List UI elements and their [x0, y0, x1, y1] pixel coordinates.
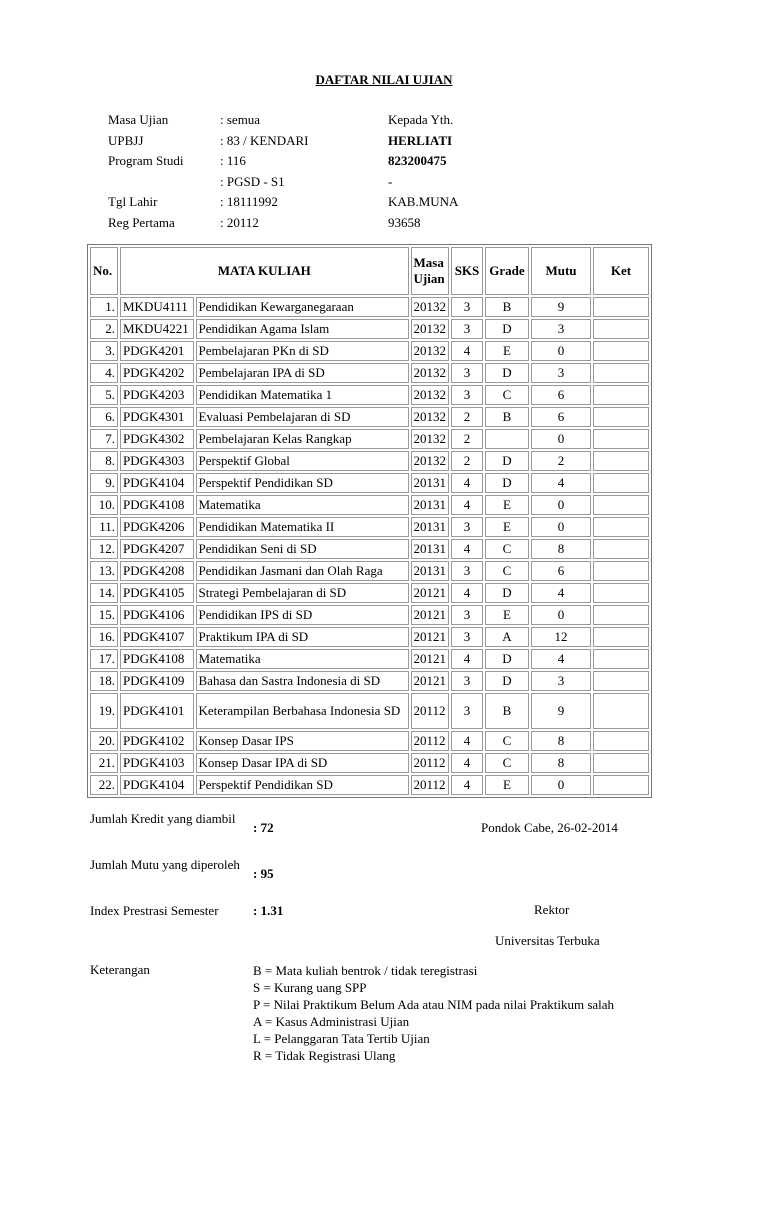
cell-no: 22. — [90, 775, 118, 795]
cell-mutu: 3 — [531, 363, 591, 383]
note-item: P = Nilai Praktikum Belum Ada atau NIM pada nilai Praktikum salah — [253, 997, 615, 1012]
cell-name: Pembelajaran PKn di SD — [196, 341, 409, 361]
cell-grade: C — [485, 753, 529, 773]
cell-mutu: 8 — [531, 539, 591, 559]
cell-code: PDGK4207 — [120, 539, 194, 559]
table-row — [90, 649, 649, 669]
cell-masa-ujian: 20121 — [411, 671, 450, 691]
cell-code: MKDU4111 — [120, 297, 194, 317]
cell-name: Pendidikan Agama Islam — [196, 319, 409, 339]
cell-mutu: 9 — [531, 693, 591, 729]
table-row — [90, 473, 649, 493]
cell-masa-ujian: 20131 — [411, 473, 450, 493]
cell-sks: 4 — [451, 495, 483, 515]
header-grade: Grade — [485, 247, 529, 295]
cell-sks: 4 — [451, 731, 483, 751]
note-item: R = Tidak Registrasi Ulang — [253, 1048, 396, 1063]
info-value: : 116 — [220, 153, 246, 168]
info-right: 93658 — [388, 214, 421, 230]
table-row — [90, 753, 649, 773]
cell-no: 8. — [90, 451, 118, 471]
notes-list — [253, 962, 633, 1064]
table-row — [90, 341, 649, 361]
cell-sks: 4 — [451, 649, 483, 669]
cell-masa-ujian: 20131 — [411, 539, 450, 559]
cell-sks: 3 — [451, 693, 483, 729]
cell-code: PDGK4104 — [120, 473, 194, 493]
cell-sks: 3 — [451, 627, 483, 647]
cell-name: Matematika — [196, 495, 409, 515]
cell-mutu: 8 — [531, 753, 591, 773]
mutu-label: Jumlah Mutu yang diperoleh — [90, 857, 240, 872]
cell-no: 16. — [90, 627, 118, 647]
cell-grade: B — [485, 407, 529, 427]
cell-mutu: 4 — [531, 583, 591, 603]
cell-masa-ujian: 20121 — [411, 583, 450, 603]
cell-masa-ujian: 20132 — [411, 407, 450, 427]
cell-ket — [593, 473, 649, 493]
cell-no: 10. — [90, 495, 118, 515]
info-label: Masa Ujian — [108, 112, 169, 127]
cell-mutu: 4 — [531, 473, 591, 493]
info-label: UPBJJ — [108, 132, 144, 148]
cell-code: PDGK4203 — [120, 385, 194, 405]
cell-ket — [593, 671, 649, 691]
cell-name: Konsep Dasar IPS — [196, 731, 409, 751]
place-date: Pondok Cabe, 26-02-2014 — [481, 820, 618, 835]
cell-code: PDGK4301 — [120, 407, 194, 427]
cell-code: PDGK4107 — [120, 627, 194, 647]
cell-masa-ujian: 20131 — [411, 495, 450, 515]
table-header-row — [90, 247, 649, 295]
cell-grade: E — [485, 775, 529, 795]
cell-name: Konsep Dasar IPA di SD — [196, 753, 409, 773]
cell-code: PDGK4108 — [120, 495, 194, 515]
header-ket: Ket — [593, 247, 649, 295]
cell-sks: 3 — [451, 561, 483, 581]
cell-ket — [593, 627, 649, 647]
ips-label: Index Prestrasi Semester — [90, 903, 219, 918]
info-value: : 20112 — [220, 214, 259, 230]
cell-no: 2. — [90, 319, 118, 339]
header-no: No. — [90, 247, 118, 295]
info-value: : 18111992 — [220, 194, 278, 209]
cell-code: MKDU4221 — [120, 319, 194, 339]
info-value: : PGSD - S1 — [220, 173, 285, 189]
cell-mutu: 0 — [531, 517, 591, 537]
cell-masa-ujian: 20112 — [411, 753, 450, 773]
table-row — [90, 539, 649, 559]
header-masa-ujian: Masa Ujian — [411, 247, 450, 295]
cell-name: Pendidikan Matematika II — [196, 517, 409, 537]
cell-code: PDGK4105 — [120, 583, 194, 603]
cell-mutu: 0 — [531, 429, 591, 449]
info-label: Program Studi — [108, 153, 184, 168]
cell-mutu: 8 — [531, 731, 591, 751]
cell-ket — [593, 753, 649, 773]
table-row — [90, 731, 649, 751]
notes-label: Keterangan — [90, 962, 150, 977]
cell-ket — [593, 561, 649, 581]
cell-name: Perspektif Global — [196, 451, 409, 471]
cell-masa-ujian: 20112 — [411, 775, 450, 795]
table-row — [90, 407, 649, 427]
ips-value: : 1.31 — [253, 903, 284, 918]
cell-grade: C — [485, 539, 529, 559]
cell-masa-ujian: 20121 — [411, 605, 450, 625]
cell-mutu: 0 — [531, 605, 591, 625]
kredit-label: Jumlah Kredit yang diambil — [90, 811, 236, 826]
cell-ket — [593, 495, 649, 515]
cell-grade: C — [485, 385, 529, 405]
cell-code: PDGK4104 — [120, 775, 194, 795]
table-row — [90, 517, 649, 537]
note-item: B = Mata kuliah bentrok / tidak teregistrasi — [253, 963, 478, 978]
note-item: A = Kasus Administrasi Ujian — [253, 1014, 410, 1029]
table-row — [90, 605, 649, 625]
cell-no: 7. — [90, 429, 118, 449]
cell-grade: E — [485, 341, 529, 361]
cell-name: Perspektif Pendidikan SD — [196, 775, 409, 795]
cell-grade: D — [485, 473, 529, 493]
cell-name: Matematika — [196, 649, 409, 669]
cell-code: PDGK4106 — [120, 605, 194, 625]
cell-no: 5. — [90, 385, 118, 405]
cell-mutu: 6 — [531, 385, 591, 405]
table-row — [90, 451, 649, 471]
cell-sks: 3 — [451, 605, 483, 625]
cell-no: 3. — [90, 341, 118, 361]
table-row — [90, 319, 649, 339]
cell-masa-ujian: 20132 — [411, 319, 450, 339]
header-mutu: Mutu — [531, 247, 591, 295]
note-item: S = Kurang uang SPP — [253, 980, 367, 995]
cell-code: PDGK4302 — [120, 429, 194, 449]
cell-sks: 3 — [451, 671, 483, 691]
cell-grade: B — [485, 297, 529, 317]
cell-no: 20. — [90, 731, 118, 751]
cell-ket — [593, 539, 649, 559]
cell-grade: D — [485, 649, 529, 669]
cell-name: Pendidikan Seni di SD — [196, 539, 409, 559]
info-value: : semua — [220, 112, 261, 127]
table-row — [90, 429, 649, 449]
cell-sks: 3 — [451, 385, 483, 405]
cell-no: 4. — [90, 363, 118, 383]
info-right: KAB.MUNA — [388, 194, 459, 209]
cell-no: 11. — [90, 517, 118, 537]
cell-grade — [485, 429, 529, 449]
cell-grade: D — [485, 583, 529, 603]
cell-sks: 4 — [451, 539, 483, 559]
cell-name: Pembelajaran Kelas Rangkap — [196, 429, 409, 449]
cell-grade: D — [485, 671, 529, 691]
mutu-value: : 95 — [253, 866, 274, 881]
cell-sks: 3 — [451, 297, 483, 317]
cell-sks: 3 — [451, 363, 483, 383]
table-row — [90, 671, 649, 691]
cell-grade: B — [485, 693, 529, 729]
cell-name: Bahasa dan Sastra Indonesia di SD — [196, 671, 409, 691]
cell-masa-ujian: 20132 — [411, 297, 450, 317]
cell-no: 15. — [90, 605, 118, 625]
cell-name: Praktikum IPA di SD — [196, 627, 409, 647]
cell-no: 18. — [90, 671, 118, 691]
cell-ket — [593, 385, 649, 405]
cell-code: PDGK4201 — [120, 341, 194, 361]
cell-ket — [593, 731, 649, 751]
cell-masa-ujian: 20112 — [411, 731, 450, 751]
cell-mutu: 12 — [531, 627, 591, 647]
cell-sks: 4 — [451, 775, 483, 795]
cell-mutu: 3 — [531, 671, 591, 691]
cell-ket — [593, 319, 649, 339]
info-label: Reg Pertama — [108, 214, 175, 230]
cell-no: 21. — [90, 753, 118, 773]
cell-ket — [593, 407, 649, 427]
cell-masa-ujian: 20132 — [411, 363, 450, 383]
cell-sks: 2 — [451, 429, 483, 449]
cell-grade: E — [485, 605, 529, 625]
cell-name: Strategi Pembelajaran di SD — [196, 583, 409, 603]
cell-code: PDGK4109 — [120, 671, 194, 691]
info-right: Kepada Yth. — [388, 112, 454, 127]
cell-ket — [593, 297, 649, 317]
cell-mutu: 0 — [531, 775, 591, 795]
table-row — [90, 693, 649, 729]
cell-no: 13. — [90, 561, 118, 581]
cell-sks: 2 — [451, 451, 483, 471]
cell-grade: A — [485, 627, 529, 647]
cell-masa-ujian: 20132 — [411, 341, 450, 361]
info-right: 823200475 — [388, 153, 447, 168]
cell-no: 14. — [90, 583, 118, 603]
cell-sks: 3 — [451, 319, 483, 339]
cell-name: Evaluasi Pembelajaran di SD — [196, 407, 409, 427]
header-sks: SKS — [451, 247, 483, 295]
cell-masa-ujian: 20132 — [411, 385, 450, 405]
cell-no: 12. — [90, 539, 118, 559]
cell-mutu: 6 — [531, 407, 591, 427]
grades-table — [87, 244, 652, 798]
info-right: HERLIATI — [388, 132, 453, 148]
cell-grade: C — [485, 561, 529, 581]
cell-mutu: 2 — [531, 451, 591, 471]
table-row — [90, 297, 649, 317]
cell-masa-ujian: 20132 — [411, 429, 450, 449]
cell-grade: C — [485, 731, 529, 751]
cell-code: PDGK4108 — [120, 649, 194, 669]
header-mata-kuliah: MATA KULIAH — [120, 247, 409, 295]
table-row — [90, 775, 649, 795]
table-row — [90, 627, 649, 647]
cell-masa-ujian: 20132 — [411, 451, 450, 471]
cell-code: PDGK4101 — [120, 693, 194, 729]
cell-code: PDGK4202 — [120, 363, 194, 383]
cell-mutu: 0 — [531, 495, 591, 515]
cell-sks: 2 — [451, 407, 483, 427]
signer-title: Rektor — [534, 902, 570, 917]
cell-masa-ujian: 20121 — [411, 627, 450, 647]
cell-no: 6. — [90, 407, 118, 427]
cell-sks: 3 — [451, 517, 483, 537]
table-row — [90, 583, 649, 603]
cell-name: Pembelajaran IPA di SD — [196, 363, 409, 383]
cell-no: 9. — [90, 473, 118, 493]
cell-masa-ujian: 20131 — [411, 561, 450, 581]
kredit-value: : 72 — [253, 820, 274, 835]
cell-sks: 4 — [451, 583, 483, 603]
cell-ket — [593, 605, 649, 625]
cell-mutu: 9 — [531, 297, 591, 317]
cell-sks: 4 — [451, 341, 483, 361]
info-value: : 83 / KENDARI — [220, 132, 309, 148]
cell-sks: 4 — [451, 753, 483, 773]
cell-mutu: 3 — [531, 319, 591, 339]
cell-grade: E — [485, 495, 529, 515]
info-right: - — [388, 173, 393, 189]
cell-code: PDGK4102 — [120, 731, 194, 751]
cell-masa-ujian: 20121 — [411, 649, 450, 669]
signer-org: Universitas Terbuka — [495, 933, 600, 948]
cell-name: Pendidikan Matematika 1 — [196, 385, 409, 405]
info-label: Tgl Lahir — [108, 194, 158, 209]
cell-masa-ujian: 20112 — [411, 693, 450, 729]
cell-name: Keterampilan Berbahasa Indonesia SD — [196, 693, 409, 729]
cell-ket — [593, 341, 649, 361]
cell-code: PDGK4303 — [120, 451, 194, 471]
table-row — [90, 385, 649, 405]
cell-code: PDGK4208 — [120, 561, 194, 581]
cell-ket — [593, 429, 649, 449]
cell-name: Pendidikan Jasmani dan Olah Raga — [196, 561, 409, 581]
table-row — [90, 363, 649, 383]
cell-no: 1. — [90, 297, 118, 317]
cell-ket — [593, 583, 649, 603]
page-title: DAFTAR NILAI UJIAN — [315, 72, 453, 87]
cell-ket — [593, 451, 649, 471]
cell-code: PDGK4103 — [120, 753, 194, 773]
cell-ket — [593, 693, 649, 729]
cell-grade: D — [485, 363, 529, 383]
cell-no: 17. — [90, 649, 118, 669]
cell-ket — [593, 775, 649, 795]
cell-no: 19. — [90, 693, 118, 729]
cell-masa-ujian: 20131 — [411, 517, 450, 537]
table-row — [90, 561, 649, 581]
cell-mutu: 4 — [531, 649, 591, 669]
cell-mutu: 0 — [531, 341, 591, 361]
cell-grade: D — [485, 451, 529, 471]
cell-mutu: 6 — [531, 561, 591, 581]
cell-grade: D — [485, 319, 529, 339]
cell-grade: E — [485, 517, 529, 537]
cell-ket — [593, 363, 649, 383]
cell-name: Pendidikan IPS di SD — [196, 605, 409, 625]
note-item: L = Pelanggaran Tata Tertib Ujian — [253, 1031, 430, 1046]
cell-sks: 4 — [451, 473, 483, 493]
cell-name: Perspektif Pendidikan SD — [196, 473, 409, 493]
cell-code: PDGK4206 — [120, 517, 194, 537]
cell-name: Pendidikan Kewarganegaraan — [196, 297, 409, 317]
cell-ket — [593, 517, 649, 537]
table-row — [90, 495, 649, 515]
cell-ket — [593, 649, 649, 669]
